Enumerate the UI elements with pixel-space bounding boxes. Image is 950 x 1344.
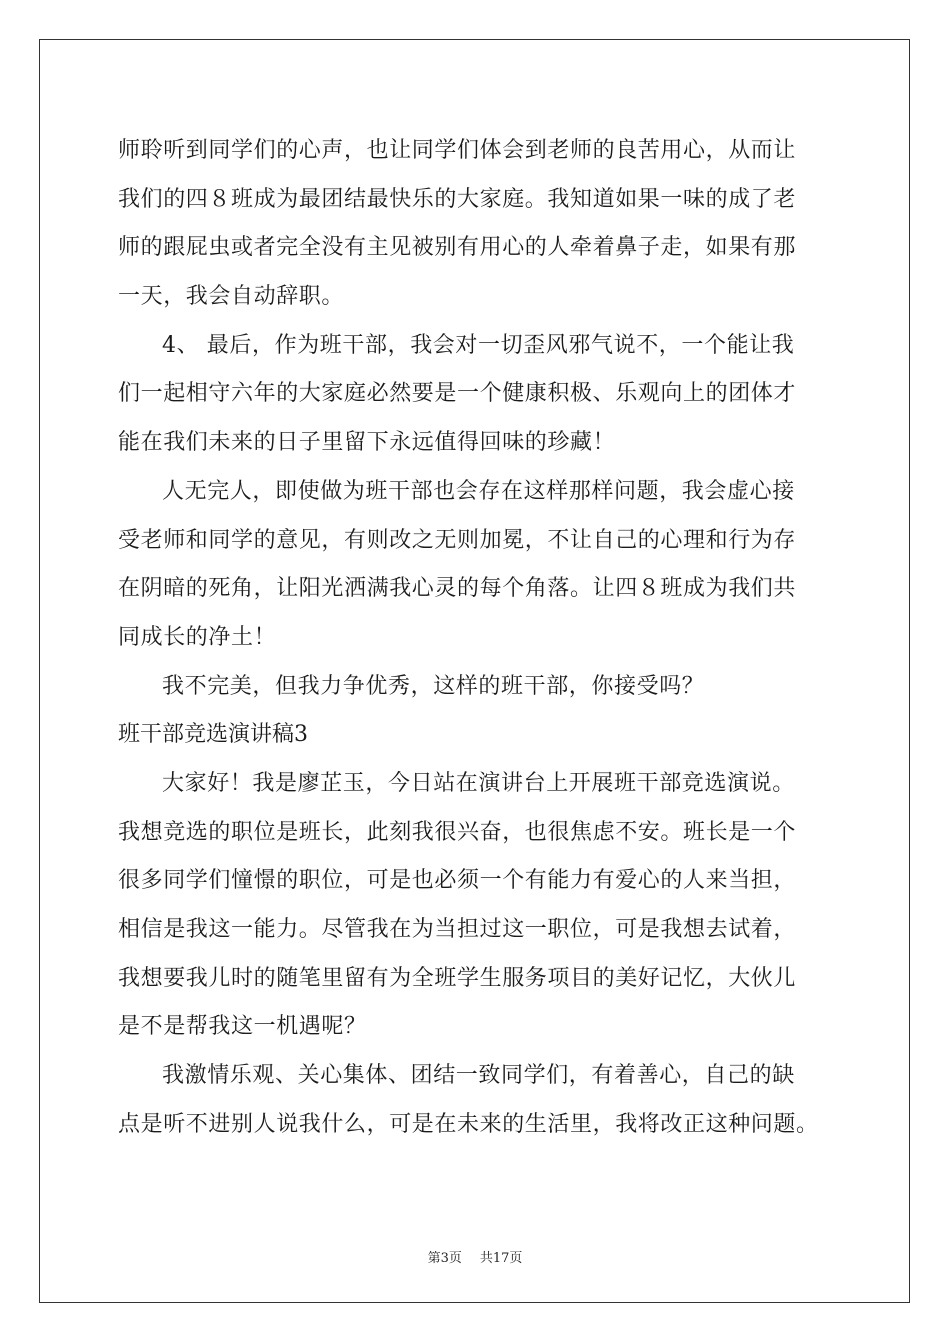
text-line: 4、 最后，作为班干部，我会对一切歪风邪气说不，一个能让我 — [162, 332, 795, 358]
page-total: 共17页 — [479, 1251, 523, 1266]
text-line: 能在我们未来的日子里留下永远值得回味的珍藏！ — [118, 430, 616, 456]
text-line: 我激情乐观、关心集体、团结一致同学们，有着善心，自己的缺 — [162, 1063, 795, 1089]
text-line: 很多同学们憧憬的职位，可是也必须一个有能力有爱心的人来当担， — [118, 868, 797, 894]
text-line: 我想竞选的职位是班长，此刻我很兴奋，也很焦虑不安。班长是一个 — [118, 819, 797, 845]
text-line: 我们的四８班成为最团结最快乐的大家庭。我知道如果一味的成了老 — [118, 186, 797, 212]
text-line: 大家好！我是廖芷玉，今日站在演讲台上开展班干部竞选演说。 — [162, 770, 795, 796]
text-line: 点是听不进别人说我什么，可是在未来的生活里，我将改正这种问题。 — [118, 1111, 819, 1137]
text-line: 我不完美，但我力争优秀，这样的班干部，你接受吗？ — [162, 673, 705, 699]
text-line: 师的跟屁虫或者完全没有主见被别有用心的人牵着鼻子走，如果有那 — [118, 235, 797, 261]
text-line: 在阴暗的死角，让阳光洒满我心灵的每个角落。让四８班成为我们共 — [118, 576, 797, 602]
text-line: 人无完人，即使做为班干部也会存在这样那样问题，我会虚心接 — [162, 478, 795, 504]
text-line: 我想要我儿时的随笔里留有为全班学生服务项目的美好记忆，大伙儿 — [118, 965, 797, 991]
text-line: 师聆听到同学们的心声，也让同学们体会到老师的良苦用心，从而让 — [118, 138, 797, 163]
text-line: 是不是帮我这一机遇呢？ — [118, 1014, 367, 1040]
page-footer — [0, 1247, 950, 1266]
text-line: 们一起相守六年的大家庭必然要是一个健康积极、乐观向上的团体才 — [118, 381, 797, 407]
text-line: 一天，我会自动辞职。 — [118, 284, 345, 310]
document-body — [118, 127, 838, 1149]
section-heading: 班干部竞选演讲稿3 — [118, 722, 308, 748]
text-line: 受老师和同学的意见，有则改之无则加冕，不让自己的心理和行为存 — [118, 527, 797, 553]
text-line: 同成长的净土！ — [118, 624, 277, 650]
text-line: 相信是我这一能力。尽管我在为当担过这一职位，可是我想去试着， — [118, 917, 797, 942]
page-number: 第3页 — [427, 1251, 462, 1266]
